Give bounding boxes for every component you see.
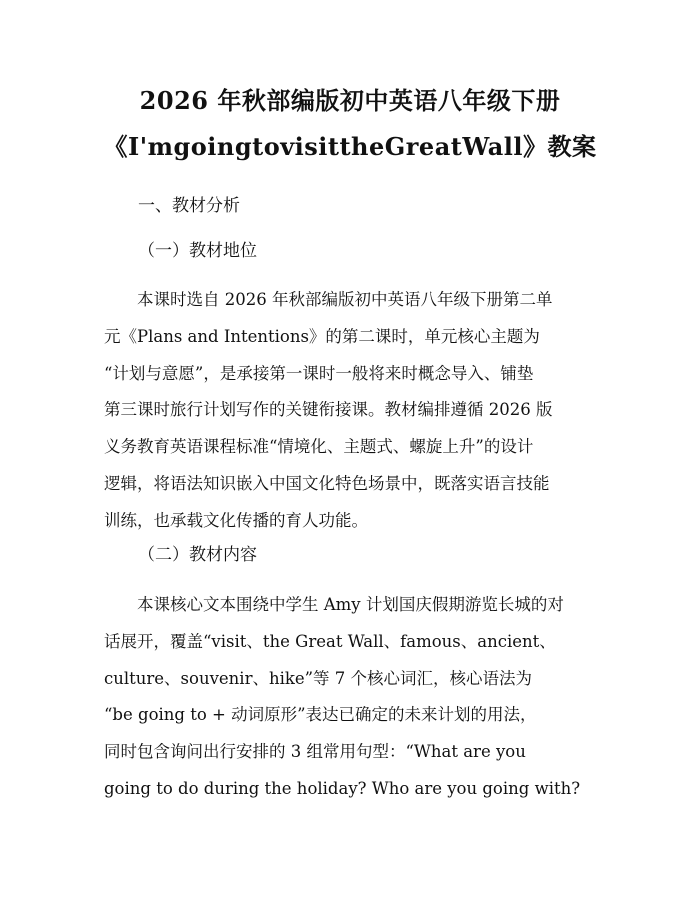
paragraph-line: 第三课时旅行计划写作的关键衔接课。教材编排遵循 2026 版: [104, 400, 553, 420]
paragraph-line: 同时包含询问出行安排的 3 组常用句型：“What are you: [104, 742, 526, 762]
subsection-heading-textbook-position: （一）教材地位: [138, 241, 257, 261]
paragraph-textbook-position: [104, 282, 600, 540]
section-heading-textbook-analysis: 一、教材分析: [138, 196, 240, 216]
paragraph-line: 话展开，覆盖“visit、the Great Wall、famous、ancient、: [104, 631, 556, 651]
paragraph-line: 本课时选自 2026 年秋部编版初中英语八年级下册第二单: [137, 290, 553, 309]
document-title-line-2: 《I'mgoingtovisittheGreatWall》教案: [103, 132, 597, 161]
subsection-heading-textbook-content: （二）教材内容: [138, 545, 257, 565]
document-title-line-1: 2026 年秋部编版初中英语八年级下册: [139, 86, 561, 115]
paragraph-line: 本课核心文本围绕中学生 Amy 计划国庆假期游览长城的对: [137, 595, 564, 614]
paragraph-line: going to do during the holiday? Who are you going with?: [104, 778, 581, 798]
paragraph-line: 逻辑，将语法知识嵌入中国文化特色场景中，既落实语言技能: [104, 473, 550, 493]
paragraph-line: 义务教育英语课程标准“情境化、主题式、螺旋上升”的设计: [104, 437, 534, 457]
paragraph-line: culture、souvenir、hike”等 7 个核心词汇，核心语法为: [104, 668, 533, 688]
paragraph-textbook-content: [104, 587, 600, 808]
paragraph-line: 元《Plans and Intentions》的第二课时，单元核心主题为: [104, 326, 540, 346]
paragraph-line: “be going to + 动词原形”表达已确定的未来计划的用法，: [104, 705, 537, 725]
paragraph-line: “计划与意愿”，是承接第一课时一般将来时概念导入、铺垫: [104, 363, 534, 383]
paragraph-line: 训练，也承载文化传播的育人功能。: [104, 510, 368, 530]
